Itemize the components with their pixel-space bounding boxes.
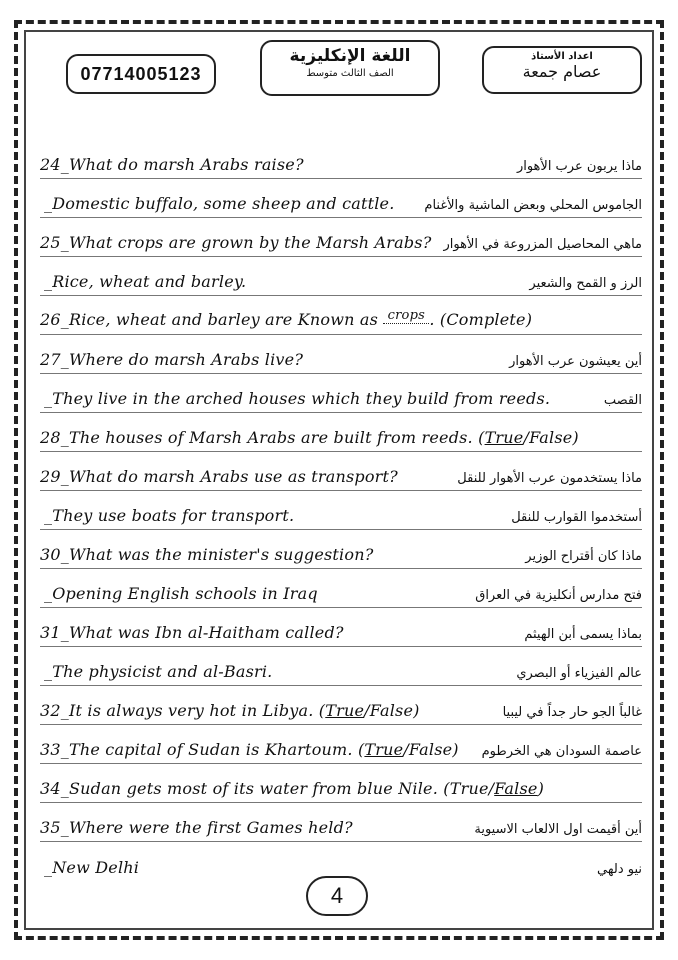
list-item [40,647,642,686]
question-text: 28_The houses of Marsh Arabs are built from reeds. ( [40,428,485,447]
arabic-translation: نيو دلهي [597,862,642,877]
answer-text: _Opening English schools in Iraq [44,584,318,603]
question-text: 35_Where were the first Games held? [40,818,353,837]
close-paren: ) [537,779,545,798]
blank-answer: crops [383,308,429,324]
close-paren: ) [413,701,420,720]
answer-text: _Rice, wheat and barley. [44,272,247,291]
subject-grade: الصف الثالث متوسط [306,68,394,79]
list-item [40,374,642,413]
close-paren: ) [452,740,459,759]
arabic-translation: الرز و القمح والشعير [529,276,642,291]
arabic-translation: ماهي المحاصيل المزروعة في الأهوار [443,237,642,252]
question-text: 25_What crops are grown by the Marsh Arabs? [40,233,432,252]
question-text: 34_Sudan gets most of its water from blue Nile. ( [40,779,450,798]
list-item [40,218,642,257]
option-separator: / [488,779,495,798]
question-text: 26_Rice, wheat and barley are Known as [40,310,379,329]
true-false-question [40,779,544,798]
question-text: 27_Where do marsh Arabs live? [40,350,304,369]
list-item [40,335,642,374]
question-text: 30_What was the minister's suggestion? [40,545,374,564]
arabic-translation: ماذا يستخدمون عرب الأهوار للنقل [457,471,642,486]
option-separator: / [364,701,370,720]
true-option: True [325,701,365,720]
arabic-translation: عالم الفيزياء أو البصري [516,666,642,681]
list-item [40,686,642,725]
false-option: False [369,701,414,720]
arabic-translation: عاصمة السودان هي الخرطوم [481,744,642,759]
true-option: True [484,428,524,447]
arabic-translation: القصب [603,393,642,408]
question-text: 29_What do marsh Arabs use as transport? [40,467,398,486]
true-false-question [40,701,420,720]
list-item [40,725,642,764]
true-false-question [40,428,579,447]
author-name: عصام جمعة [522,62,602,81]
list-item [40,803,642,842]
question-text: 32_It is always very hot in Libya. ( [40,701,326,720]
false-option: False [529,428,573,447]
list-item [40,608,642,647]
answer-text: _New Delhi [44,858,140,877]
list-item [40,296,642,335]
answer-text: _Domestic buffalo, some sheep and cattle. [44,194,395,213]
complete-question [40,310,532,330]
arabic-translation: أستخدموا القوارب للنقل [511,510,642,525]
list-item [40,530,642,569]
false-option: False [408,740,453,759]
option-separator: / [403,740,409,759]
list-item [40,569,642,608]
question-list [40,140,642,881]
list-item [40,257,642,296]
false-option: False [494,779,538,798]
arabic-translation: بماذا يسمى أبن الهيثم [524,627,642,642]
answer-text: _The physicist and al-Basri. [44,662,273,681]
question-text: 33_The capital of Sudan is Khartoum. ( [40,740,365,759]
list-item [40,764,642,803]
author-label: اعداد الأستاذ [531,51,593,62]
page-number: 4 [306,876,368,916]
answer-text: _They live in the arched houses which they build from reeds. [44,389,551,408]
arabic-translation: ماذا يربون عرب الأهوار [516,159,642,174]
arabic-translation: أين يعيشون عرب الأهوار [509,354,642,369]
arabic-translation: فتح مدارس أنكليزية في العراق [475,588,642,603]
subject-box [260,40,440,96]
question-instruction: . (Complete) [429,310,533,329]
arabic-translation: ماذا كان أقتراح الوزير [525,549,642,564]
list-item [40,452,642,491]
true-option: True [364,740,404,759]
author-box [482,46,642,94]
arabic-translation: الجاموس المحلي وبعض الماشية والأغنام [424,198,642,213]
phone-number: 07714005123 [66,54,216,94]
subject-title: اللغة الإنكليزية [289,46,411,66]
list-item [40,413,642,452]
page-header [28,40,650,102]
list-item [40,140,642,179]
list-item [40,491,642,530]
question-text: 24_What do marsh Arabs raise? [40,155,304,174]
arabic-translation: غالباً الجو حار جداً في ليبيا [502,705,642,720]
true-option: True [449,779,489,798]
arabic-translation: أين أقيمت اول الالعاب الاسيوية [474,822,642,837]
close-paren: ) [572,428,579,447]
question-text: 31_What was Ibn al-Haitham called? [40,623,344,642]
true-false-question [40,740,459,759]
list-item [40,179,642,218]
answer-text: _They use boats for transport. [44,506,295,525]
option-separator: / [523,428,530,447]
